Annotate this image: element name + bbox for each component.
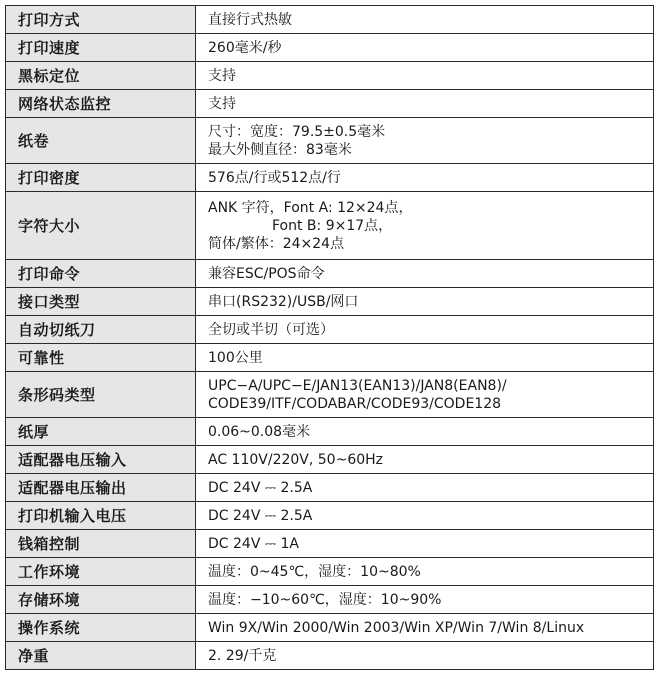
spec-row	[6, 502, 654, 530]
spec-value-line: 100公里	[208, 349, 263, 366]
spec-value-line: 尺寸：宽度：79.5±0.5毫米	[208, 123, 386, 140]
spec-label: 条形码类型	[6, 372, 196, 418]
spec-value	[196, 34, 654, 62]
spec-label: 黑标定位	[6, 62, 196, 90]
spec-label: 打印速度	[6, 34, 196, 62]
spec-value-line: 兼容ESC/POS命令	[208, 265, 325, 282]
spec-value	[196, 614, 654, 642]
spec-row	[6, 6, 654, 34]
spec-label: 纸厚	[6, 418, 196, 446]
spec-value	[196, 586, 654, 614]
spec-row	[6, 316, 654, 344]
spec-label: 打印机输入电压	[6, 502, 196, 530]
spec-value-line: UPC−A/UPC−E/JAN13(EAN13)/JAN8(EAN8)/	[208, 377, 507, 394]
spec-row	[6, 642, 654, 670]
spec-value	[196, 372, 654, 418]
spec-value-line: 最大外侧直径：83毫米	[208, 141, 352, 158]
spec-row	[6, 614, 654, 642]
spec-value	[196, 62, 654, 90]
spec-row	[6, 62, 654, 90]
spec-value	[196, 6, 654, 34]
spec-value-line: 支持	[208, 67, 236, 84]
spec-value	[196, 260, 654, 288]
spec-row	[6, 558, 654, 586]
spec-label: 存储环境	[6, 586, 196, 614]
spec-row	[6, 586, 654, 614]
spec-value-line: 全切或半切（可选）	[208, 321, 334, 338]
spec-row	[6, 446, 654, 474]
spec-label: 钱箱控制	[6, 530, 196, 558]
spec-value-line: DC 24V ⎓ 2.5A	[208, 479, 313, 496]
spec-value-line: 简体/繁体：24×24点	[208, 235, 345, 252]
spec-table	[5, 5, 654, 670]
spec-label: 适配器电压输入	[6, 446, 196, 474]
spec-label: 适配器电压输出	[6, 474, 196, 502]
spec-label: 字符大小	[6, 192, 196, 260]
spec-value	[196, 90, 654, 118]
spec-value	[196, 344, 654, 372]
spec-value-line: ANK 字符，Font A: 12×24点，	[208, 199, 413, 216]
spec-value-line: 0.06~0.08毫米	[208, 423, 311, 440]
spec-value-line: 576点/行或512点/行	[208, 169, 341, 186]
spec-row	[6, 192, 654, 260]
spec-value	[196, 288, 654, 316]
spec-row	[6, 260, 654, 288]
spec-row	[6, 344, 654, 372]
spec-label: 打印方式	[6, 6, 196, 34]
spec-row	[6, 90, 654, 118]
spec-row	[6, 288, 654, 316]
spec-table-body	[6, 6, 654, 670]
spec-value-line: 串口(RS232)/USB/网口	[208, 293, 359, 310]
spec-row	[6, 372, 654, 418]
spec-value-line: DC 24V ⎓ 2.5A	[208, 507, 313, 524]
spec-label: 工作环境	[6, 558, 196, 586]
spec-row	[6, 418, 654, 446]
spec-row	[6, 474, 654, 502]
spec-value-line: CODE39/ITF/CODABAR/CODE93/CODE128	[208, 395, 502, 412]
spec-value-line: Win 9X/Win 2000/Win 2003/Win XP/Win 7/Win 8/Linux	[208, 619, 585, 636]
spec-label: 纸卷	[6, 118, 196, 164]
spec-label: 净重	[6, 642, 196, 670]
spec-value-line: 温度：0~45℃，湿度：10~80%	[208, 563, 421, 580]
spec-value	[196, 474, 654, 502]
spec-value	[196, 418, 654, 446]
spec-row	[6, 164, 654, 192]
spec-value-line: Font B: 9×17点，	[272, 217, 393, 234]
spec-value	[196, 316, 654, 344]
spec-value-line: DC 24V ⎓ 1A	[208, 535, 299, 552]
spec-label: 打印命令	[6, 260, 196, 288]
spec-value	[196, 642, 654, 670]
spec-value-line: 直接行式热敏	[208, 11, 292, 28]
spec-row	[6, 34, 654, 62]
spec-label: 自动切纸刀	[6, 316, 196, 344]
spec-label: 可靠性	[6, 344, 196, 372]
spec-value	[196, 502, 654, 530]
spec-value-line: 支持	[208, 95, 236, 112]
spec-value	[196, 164, 654, 192]
spec-value	[196, 118, 654, 164]
spec-value-line: 2. 29/千克	[208, 647, 277, 664]
spec-label: 网络状态监控	[6, 90, 196, 118]
spec-row	[6, 530, 654, 558]
spec-value	[196, 558, 654, 586]
spec-value-line: 260毫米/秒	[208, 39, 282, 56]
spec-value	[196, 530, 654, 558]
spec-label: 打印密度	[6, 164, 196, 192]
spec-value	[196, 446, 654, 474]
spec-row	[6, 118, 654, 164]
spec-value	[196, 192, 654, 260]
spec-value-line: AC 110V/220V, 50~60Hz	[208, 451, 384, 468]
spec-label: 操作系统	[6, 614, 196, 642]
spec-label: 接口类型	[6, 288, 196, 316]
spec-value-line: 温度：−10~60℃，湿度：10~90%	[208, 591, 442, 608]
